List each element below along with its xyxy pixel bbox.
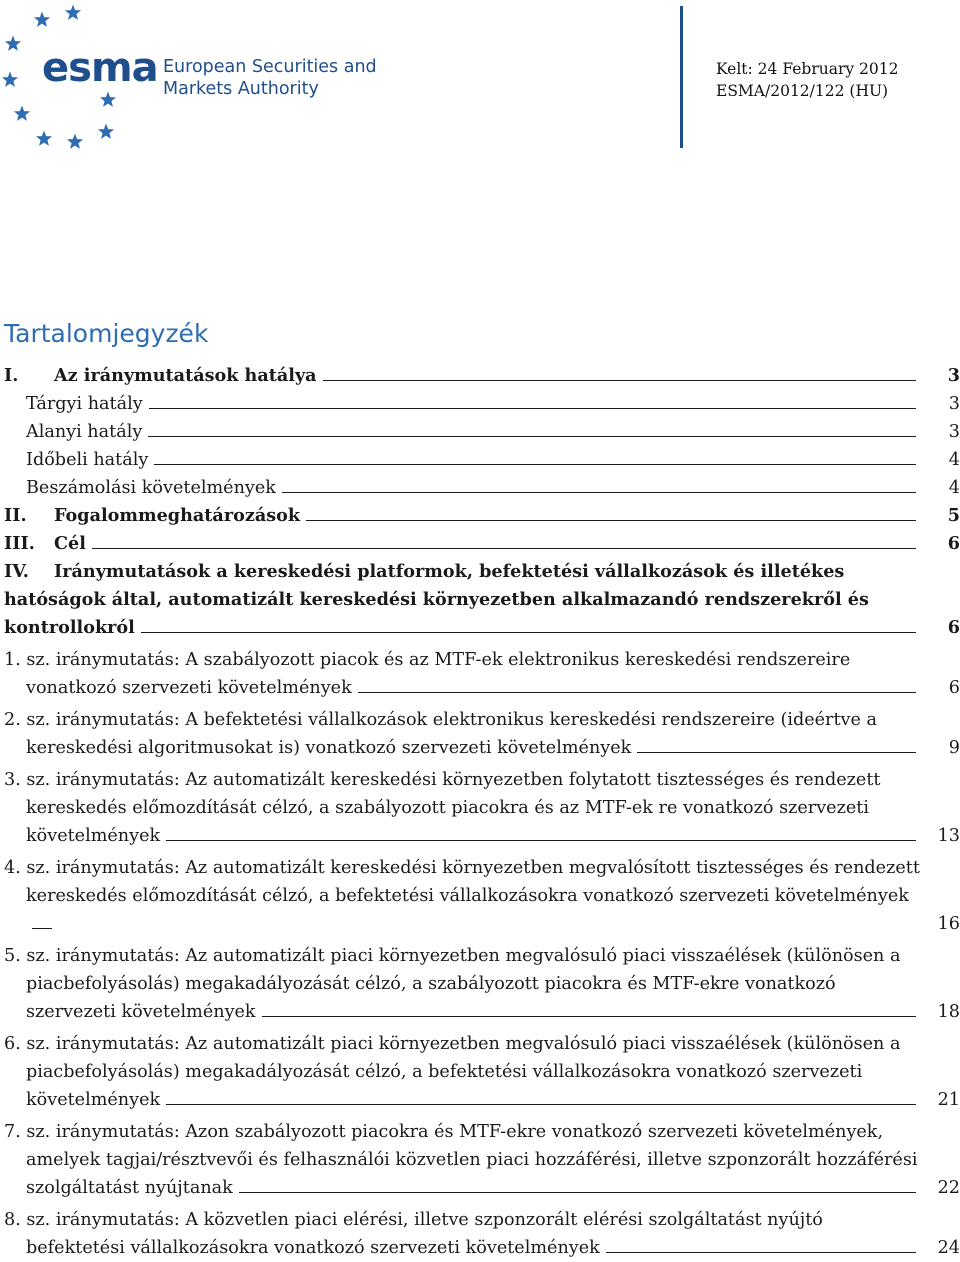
header-divider [680, 6, 683, 148]
toc-entry-page: 16 [937, 914, 960, 934]
toc-entry-label: Időbeli hatály [26, 450, 149, 470]
toc-leader-line [306, 519, 916, 521]
toc-entry-label: 2. sz. iránymutatás: A befektetési vállalkozások elektronikus kereskedési rendszereire (ideértve a kereskedési algoritmusokat is) vonatkozó szervezeti követelmények [4, 710, 877, 758]
organisation-name [163, 56, 377, 100]
toc-entry-label: Iránymutatások a kereskedési platformok, befektetési vállalkozások és illetékes hatóságok által, automatizált kereskedési környezetben alkalmazandó rendszerekről és kontrollokról [4, 561, 869, 638]
toc-leader-line [239, 1191, 916, 1193]
toc-entry[interactable] [4, 502, 960, 530]
toc-entry-page: 6 [948, 678, 960, 698]
document-reference: ESMA/2012/122 (HU) [716, 82, 889, 100]
toc-leader-line [32, 927, 52, 929]
toc-entry[interactable] [4, 418, 960, 446]
toc-entry-page: 4 [948, 478, 960, 498]
star-shape [34, 12, 50, 27]
document-header [0, 0, 960, 160]
toc-entry[interactable] [4, 706, 960, 762]
toc-entry[interactable] [4, 1118, 960, 1202]
toc-entry[interactable] [4, 362, 960, 390]
toc-leader-line [166, 1103, 916, 1105]
toc-entry-page: 4 [948, 450, 960, 470]
star-shape [67, 134, 83, 149]
toc-entry-number: II. [4, 505, 27, 526]
toc-entry-label: 8. sz. iránymutatás: A közvetlen piaci elérési, illetve szponzorált elérési szolgáltatást nyújtó befektetési vállalkozásokra vonatkozó szervezeti követelmények [4, 1210, 823, 1258]
esma-logo-word: esma [42, 45, 158, 91]
toc-entry-page: 6 [947, 533, 960, 554]
toc-entry-page: 13 [937, 826, 960, 846]
toc-entry-page: 21 [937, 1090, 960, 1110]
toc-entry-label: 7. sz. iránymutatás: Azon szabályozott piacokra és MTF-ekre vonatkozó szervezeti követelmények, amelyek tagjai/résztvevői és felhasználói közvetlen piaci hozzáférési, illetve szponzorált hozzáférési szolgáltatást nyújtanak [4, 1122, 918, 1198]
toc-leader-line [358, 691, 916, 693]
toc-entry-page: 24 [937, 1238, 960, 1258]
toc-entry[interactable] [4, 558, 960, 642]
toc-entry[interactable] [4, 854, 960, 938]
toc-entry[interactable] [4, 646, 960, 702]
toc-leader-line [154, 463, 916, 465]
toc-entry-page: 22 [937, 1178, 960, 1198]
toc-entry-label: 6. sz. iránymutatás: Az automatizált piaci környezetben megvalósuló piaci visszaélések (különösen a piacbefolyásolás) megakadályozását célzó, a befektetési vállalkozásokra vonatkozó szervezeti követelmények [4, 1034, 901, 1110]
toc-entry-page: 3 [948, 422, 960, 442]
toc-entry-number: IV. [4, 561, 29, 582]
toc-entry-label: Az iránymutatások hatálya [54, 365, 317, 386]
toc-entry-label: Tárgyi hatály [26, 394, 143, 414]
toc-entry-label: 4. sz. iránymutatás: Az automatizált kereskedési környezetben megvalósított tisztességes és rendezett kereskedés előmozdítását célzó, a befektetési vállalkozásokra vonatkozó szervezeti követelmények [4, 858, 920, 906]
toc-entry-label: Fogalommeghatározások [54, 505, 301, 526]
organisation-name-line-1: European Securities and [163, 57, 377, 77]
star-shape [5, 36, 21, 51]
document-info [716, 58, 899, 102]
table-of-contents [4, 362, 960, 1262]
toc-leader-line [262, 1015, 916, 1017]
star-shape [14, 106, 30, 121]
toc-entry-label: 3. sz. iránymutatás: Az automatizált kereskedési környezetben folytatott tisztességes és rendezett kereskedés előmozdítását célzó, a szabályozott piacokra és az MTF-ek re vonatkozó szervezeti követelmények [4, 770, 881, 846]
star-shape [100, 92, 116, 107]
toc-entry-label: Cél [54, 533, 86, 554]
issue-date: Kelt: 24 February 2012 [716, 60, 899, 78]
toc-entry[interactable] [4, 390, 960, 418]
toc-entry[interactable] [4, 1206, 960, 1262]
toc-entry-number: III. [4, 533, 35, 554]
toc-leader-line [166, 839, 916, 841]
toc-entry-page: 9 [948, 738, 960, 758]
toc-entry-page: 18 [937, 1002, 960, 1022]
toc-leader-line [141, 631, 916, 633]
toc-leader-line [148, 435, 916, 437]
toc-entry[interactable] [4, 942, 960, 1026]
toc-entry[interactable] [4, 1030, 960, 1114]
toc-leader-line [606, 1251, 916, 1253]
toc-leader-line [637, 751, 916, 753]
toc-entry-label: Alanyi hatály [26, 422, 143, 442]
toc-entry-label: Beszámolási követelmények [26, 478, 276, 498]
toc-entry[interactable] [4, 474, 960, 502]
toc-leader-line [282, 491, 916, 493]
toc-entry[interactable] [4, 530, 960, 558]
toc-entry-label: 5. sz. iránymutatás: Az automatizált piaci környezetben megvalósuló piaci visszaélések (különösen a piacbefolyásolás) megakadályozását célzó, a szabályozott piacokra és MTF-ekre vonatkozó szervezeti követelmények [4, 946, 901, 1022]
toc-entry-page: 3 [947, 365, 960, 386]
toc-entry-number: I. [4, 365, 19, 386]
toc-entry-label: 1. sz. iránymutatás: A szabályozott piacok és az MTF-ek elektronikus kereskedési rendszereire vonatkozó szervezeti követelmények [4, 650, 851, 698]
toc-entry-page: 6 [947, 617, 960, 638]
toc-entry-page: 5 [947, 505, 960, 526]
star-shape [98, 124, 114, 139]
toc-entry[interactable] [4, 766, 960, 850]
organisation-name-line-2: Markets Authority [163, 79, 319, 99]
star-shape [36, 131, 52, 146]
toc-leader-line [92, 547, 916, 549]
toc-leader-line [323, 379, 916, 381]
toc-entry-page: 3 [948, 394, 960, 414]
toc-entry[interactable] [4, 446, 960, 474]
toc-leader-line [149, 407, 916, 409]
star-shape [65, 5, 81, 20]
toc-title: Tartalomjegyzék [4, 319, 209, 348]
star-shape [2, 72, 18, 87]
